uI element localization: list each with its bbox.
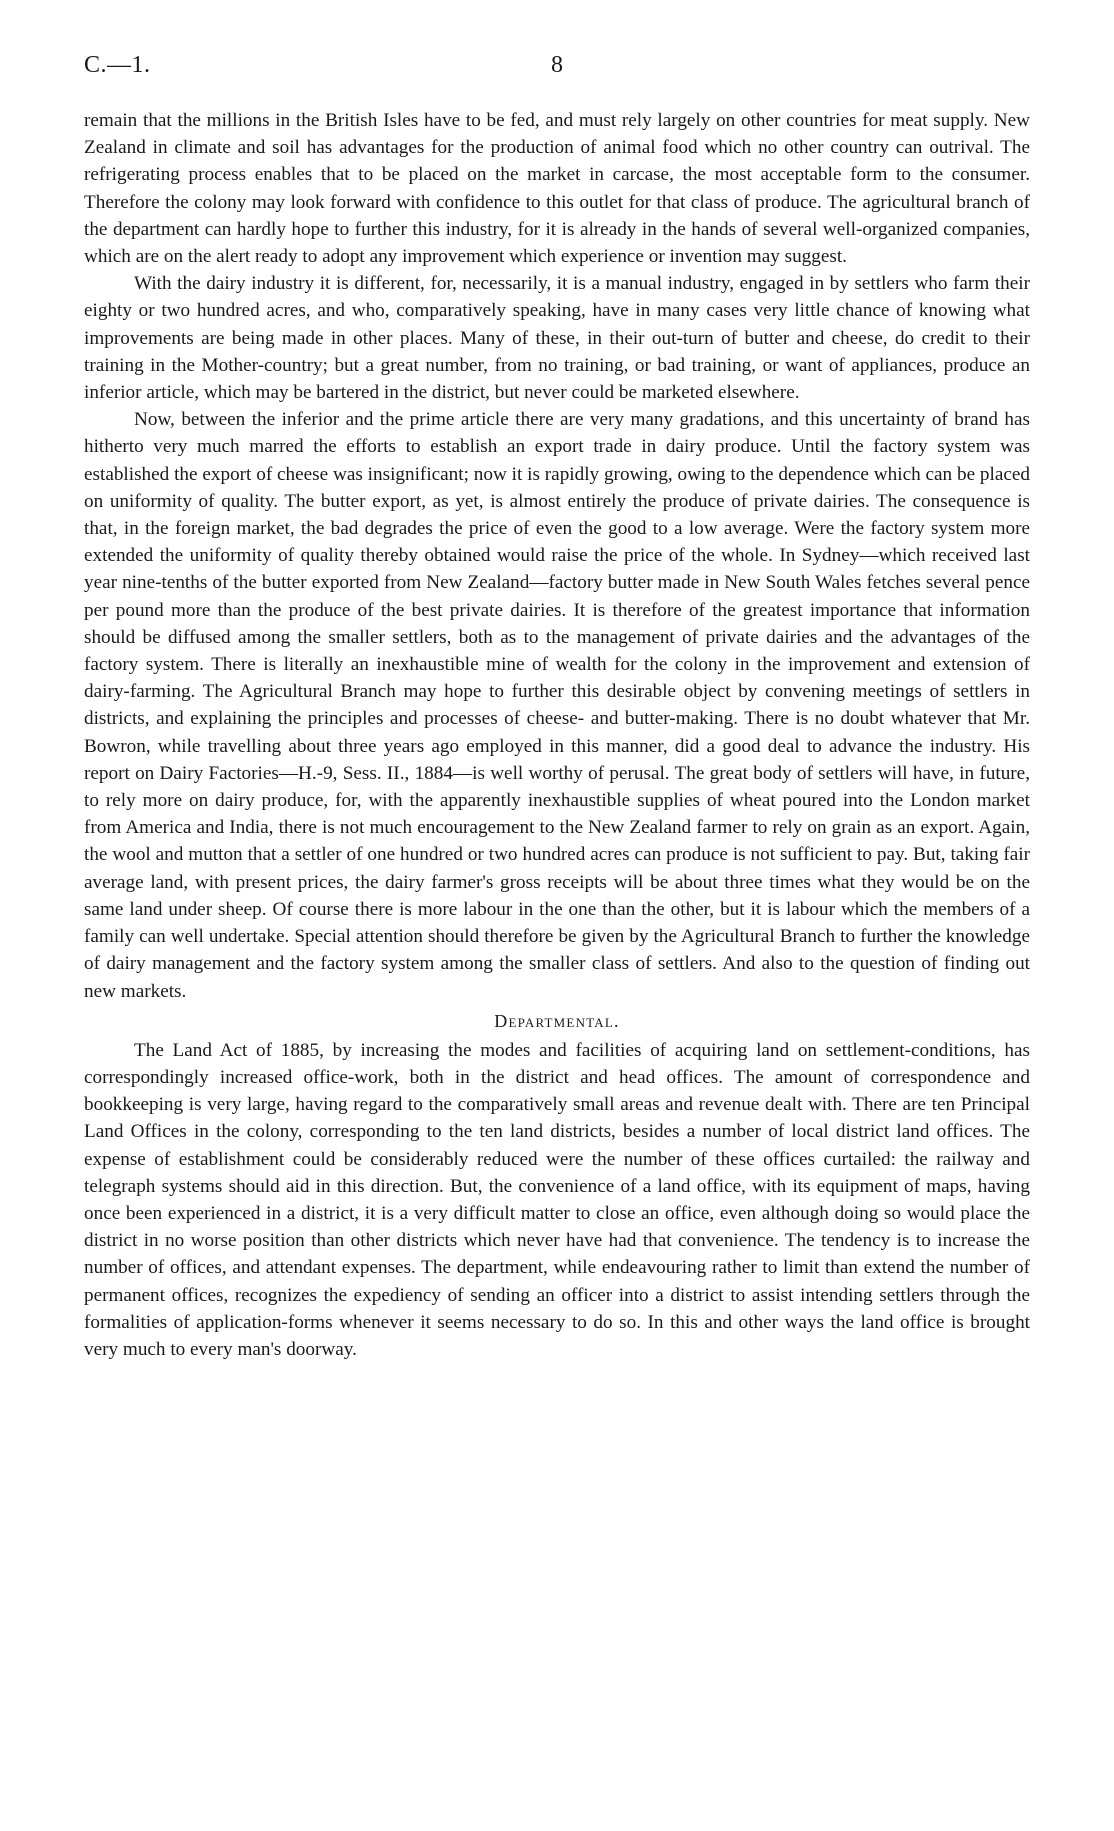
running-head	[84, 52, 1030, 82]
paragraph-dairy-industry: With the dairy industry it is different, for, necessarily, it is a manual industry, engaged in by settlers who farm their eighty or two hundred acres, and who, comparatively speaking, have in many cases very little chance of knowing what improvements are being made in other places. Many of these, in their out-turn of butter and cheese, do credit to their training in the Mother-country; but a great number, from no training, or bad training, or want of appliances, produce an inferior article, which may be bartered in the district, but never could be marketed elsewhere.	[84, 273, 1030, 404]
paragraph-gradations: Now, between the inferior and the prime article there are very many gradations, and this uncertainty of brand has hitherto very much marred the efforts to establish an export trade in dairy produce. Until the factory system was established the export of cheese was insignificant; now it is rapidly growing, owing to the dependence which can be placed on uniformity of quality. The butter export, as yet, is almost entirely the produce of private dairies. The consequence is that, in the foreign market, the bad degrades the price of even the good to a low average. Were the factory system more extended the uniformity of quality thereby obtained would raise the price of the whole. In Sydney—which received last year nine-tenths of the butter exported from New Zealand—factory butter made in New South Wales fetches several pence per pound more than the produce of the best private dairies. It is therefore of the greatest importance that information should be diffused among the smaller settlers, both as to the management of private dairies and the advantages of the factory system. There is literally an inexhaustible mine of wealth for the colony in the improvement and extension of dairy-farming. The Agricultural Branch may hope to further this desirable object by convening meetings of settlers in districts, and explaining the principles and processes of cheese- and butter-making. There is no doubt whatever that Mr. Bowron, while travelling about three years ago employed in this manner, did a good deal to advance the industry. His report on Dairy Factories—H.-9, Sess. II., 1884—is well worthy of perusal. The great body of settlers will have, in future, to rely more on dairy produce, for, with the apparently inexhaustible supplies of wheat poured into the London market from America and India, there is not much encouragement to the New Zealand farmer to rely on grain as an export. Again, the wool and mutton that a settler of one hundred or two hundred acres can produce is not sufficient to pay. But, taking fair average land, with present prices, the dairy farmer's gross receipts will be about three times what they would be on the same land under sheep. Of course there is more labour in the one than the other, but it is labour which the members of a family can well undertake. Special attention should therefore be given by the Agricultural Branch to further the knowledge of dairy management and the factory system among the smaller class of settlers. And also to the question of finding out new markets.	[84, 409, 1030, 1002]
paragraph-continued: remain that the millions in the British Isles have to be fed, and must rely largely on other countries for meat supply. New Zealand in climate and soil has advantages for the production of animal food which no other country can outrival. The refrigerating process enables that to be placed on the market in carcase, the most acceptable form to the consumer. Therefore the colony may look forward with confidence to this outlet for that class of produce. The agricultural branch of the department can hardly hope to further this industry, for it is already in the hands of several well-organized companies, which are on the alert ready to adopt any improvement which experience or invention may suggest.	[84, 110, 1030, 268]
document-reference: C.—1.	[84, 52, 151, 78]
section-heading: Departmental.	[494, 1010, 620, 1031]
body-text	[84, 107, 1030, 1363]
page-number: 8	[551, 52, 563, 78]
paragraph-departmental: The Land Act of 1885, by increasing the modes and facilities of acquiring land on settlement-conditions, has correspondingly increased office-work, both in the district and head offices. The amount of correspondence and bookkeeping is very large, having regard to the comparatively small areas and revenue dealt with. There are ten Principal Land Offices in the colony, corresponding to the ten land districts, besides a number of local district land offices. The expense of establishment could be considerably reduced were the number of these offices curtailed: the railway and telegraph systems should aid in this direction. But, the convenience of a land office, with its equipment of maps, having once been experienced in a district, it is a very difficult matter to close an office, even although doing so would place the district in no worse position than other districts which never have had that convenience. The tendency is to increase the number of offices, and attendant expenses. The department, while endeavouring rather to limit than extend the number of permanent offices, recognizes the expediency of sending an officer into a district to assist intending settlers through the formalities of application-forms whenever it seems necessary to do so. In this and other ways the land office is brought very much to every man's doorway.	[84, 1039, 1030, 1360]
